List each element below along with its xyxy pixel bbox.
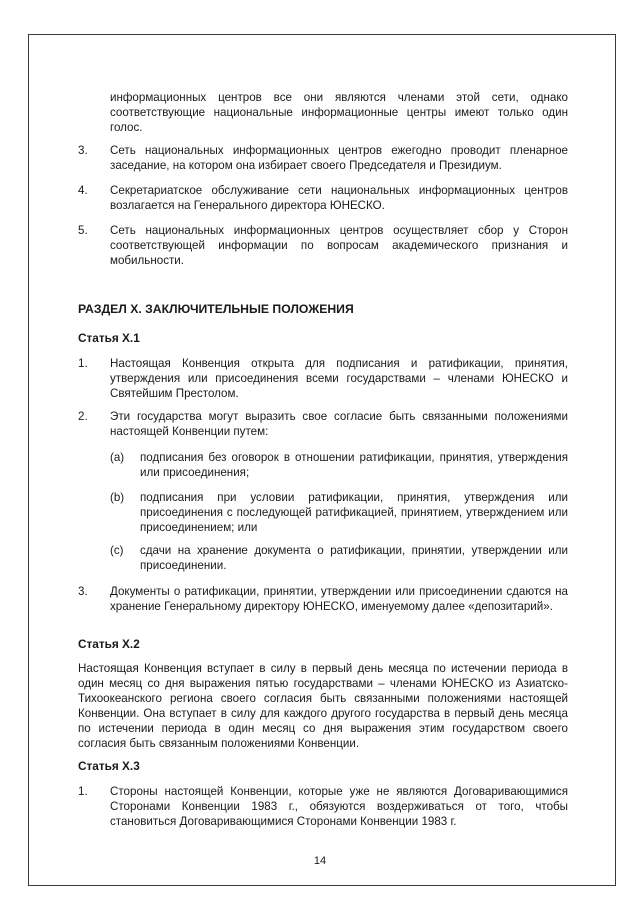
sub-item-text: подписания без оговорок в отношении ратификации, принятия, утверждения или присоединения;	[140, 451, 568, 479]
item-number: 1.	[78, 785, 88, 798]
article-heading: Статья X.1	[78, 331, 140, 345]
item-number: 4.	[78, 184, 88, 197]
list-item	[78, 144, 568, 174]
item-number: 5.	[78, 224, 88, 237]
sub-item-label: (a)	[110, 451, 125, 464]
item-text: Настоящая Конвенция открыта для подписания и ратификации, принятия, утверждения или присоединения всеми государствами – членами ЮНЕСКО и Святейшим Престолом.	[110, 357, 568, 400]
article-paragraph: Настоящая Конвенция вступает в силу в первый день месяца по истечении периода в один месяц со дня выражения пятью государствами – членами ЮНЕСКО из Азиатско-Тихоокеанского региона своего согласия быть связанными положениями настоящей Конвенции. Она вступает в силу для каждого другого государства в первый день месяца по истечении периода в один месяц со дня выражения этим государством своего согласия быть связанным положениями Конвенции.	[78, 662, 568, 750]
item-number: 2.	[78, 410, 88, 423]
list-item	[78, 357, 568, 402]
sub-item-text: подписания при условии ратификации, принятия, утверждения или присоединения с последующей ратификацией, принятием, утверждением или присоединением; или	[140, 491, 568, 534]
continuation-paragraph: информационных центров все они являются членами этой сети, однако соответствующие национальные информационные центры имеют только один голос.	[110, 91, 568, 134]
sub-item	[110, 451, 568, 481]
list-item	[78, 184, 568, 214]
sub-item-text: сдачи на хранение документа о ратификации, принятии, утверждении или присоединении.	[140, 544, 568, 572]
sub-item-label: (b)	[110, 491, 125, 504]
sub-item	[110, 491, 568, 536]
page-number: 14	[313, 855, 327, 867]
list-item	[78, 585, 568, 615]
item-text: Сеть национальных информационных центров ежегодно проводит пленарное заседание, на котором она избирает своего Председателя и Президиум.	[110, 144, 568, 172]
item-number: 3.	[78, 585, 88, 598]
list-item	[78, 785, 568, 830]
article-heading: Статья X.3	[78, 759, 140, 773]
item-number: 3.	[78, 144, 88, 157]
item-number: 1.	[78, 357, 88, 370]
sub-item-label: (c)	[110, 544, 124, 557]
sub-item	[110, 544, 568, 574]
section-heading: РАЗДЕЛ X. ЗАКЛЮЧИТЕЛЬНЫЕ ПОЛОЖЕНИЯ	[78, 302, 354, 316]
item-text: Эти государства могут выразить свое согласие быть связанными положениями настоящей Конвенции путем:	[110, 410, 568, 438]
item-text: Стороны настоящей Конвенции, которые уже не являются Договаривающимися Сторонами Конвенции 1983 г., обязуются воздерживаться от того, чтобы становиться Договаривающимися Сторонами Конвенции 1983 г.	[110, 785, 568, 828]
list-item	[78, 224, 568, 269]
item-text: Сеть национальных информационных центров осуществляет сбор у Сторон соответствующей информации по вопросам академического признания и мобильности.	[110, 224, 568, 267]
list-item	[78, 410, 568, 440]
article-heading: Статья X.2	[78, 637, 140, 651]
item-text: Секретариатское обслуживание сети национальных информационных центров возлагается на Генерального директора ЮНЕСКО.	[110, 184, 568, 212]
item-text: Документы о ратификации, принятии, утверждении или присоединении сдаются на хранение Генеральному директору ЮНЕСКО, именуемому далее «депозитарий».	[110, 585, 568, 613]
